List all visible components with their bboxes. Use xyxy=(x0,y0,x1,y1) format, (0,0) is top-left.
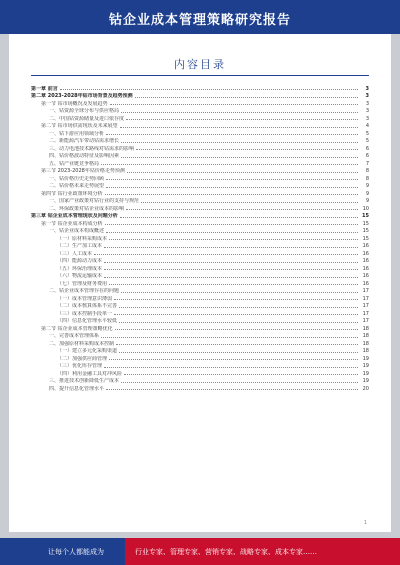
toc-leader-dots xyxy=(104,367,358,368)
toc-entry[interactable] xyxy=(31,287,369,295)
toc-leader-dots xyxy=(106,389,358,390)
toc-entry-page: 20 xyxy=(362,385,369,392)
toc-entry-page: 18 xyxy=(362,340,369,347)
footer-slogan-right: 行业专家、管理专家、营销专家、战略专家、成本专家…… xyxy=(125,538,400,565)
toc-entry-title: 第二节 钴企业成本管理策略优化 xyxy=(41,325,113,332)
toc-entry-title: （五）环保治理成本 xyxy=(57,265,103,272)
toc-entry-title: （四）利用金融工具对冲风险 xyxy=(57,370,123,377)
toc-leader-dots xyxy=(104,269,358,270)
toc-entry-title: （六）物流运输成本 xyxy=(57,273,103,279)
toc-entry[interactable] xyxy=(31,107,369,115)
toc-entry-page: 6 xyxy=(365,145,369,152)
toc-entry-page: 16 xyxy=(362,250,369,257)
toc-entry-page: 15 xyxy=(362,213,369,219)
toc-entry[interactable] xyxy=(31,234,369,242)
toc-leader-dots xyxy=(127,172,358,173)
toc-entry[interactable] xyxy=(31,294,369,302)
toc-leader-dots xyxy=(136,149,358,150)
toc-leader-dots xyxy=(109,359,358,360)
toc-leader-dots xyxy=(110,104,358,105)
toc-entry[interactable] xyxy=(31,317,369,325)
toc-entry-title: （四）能源动力成本 xyxy=(57,258,103,264)
toc-entry-page: 17 xyxy=(362,310,369,317)
toc-entry[interactable] xyxy=(31,257,369,265)
toc-entry-page: 15 xyxy=(362,235,369,242)
toc-entry[interactable] xyxy=(31,369,369,377)
toc-entry[interactable] xyxy=(31,227,369,235)
toc-entry[interactable] xyxy=(31,324,369,332)
toc-entry[interactable] xyxy=(31,152,369,160)
toc-entry-title: 第二节 钴市场供需现状及未来展望 xyxy=(41,123,118,129)
toc-entry-page: 3 xyxy=(365,115,369,122)
toc-leader-dots xyxy=(109,239,358,240)
toc-entry[interactable] xyxy=(31,354,369,362)
toc-entry-page: 17 xyxy=(362,303,369,309)
toc-entry[interactable] xyxy=(31,377,369,385)
toc-entry-title: （一）成本管理意识薄弱 xyxy=(57,295,113,302)
page-number: 1 xyxy=(363,520,367,526)
toc-entry[interactable] xyxy=(31,99,369,107)
toc-entry[interactable] xyxy=(31,159,369,167)
toc-entry-title: 第二章 2023-2028年钴市场背景及趋势预测 xyxy=(31,93,133,99)
toc-leader-dots xyxy=(119,352,358,353)
toc-entry-page: 19 xyxy=(362,363,369,369)
toc-leader-dots xyxy=(121,112,358,113)
toc-entry-page: 15 xyxy=(362,228,369,234)
toc-entry[interactable] xyxy=(31,144,369,152)
toc-entry-title: 一、钴价格历史走势回顾 xyxy=(49,175,105,182)
toc-entry-title: （二）成本核算体系不完善 xyxy=(57,303,118,309)
toc-entry-page: 3 xyxy=(365,100,369,107)
toc-entry-page: 15 xyxy=(362,220,369,227)
toc-entry-page: 6 xyxy=(365,153,369,159)
toc-entry-title: 一、完善成本管理体系 xyxy=(49,333,100,339)
toc-entry-title: 第四节 钴行业政策环境分析 xyxy=(41,190,103,197)
toc-entry-page: 7 xyxy=(365,160,369,167)
toc-entry-title: 四、钴价格波动特征及影响因素 xyxy=(49,153,120,159)
toc-leader-dots xyxy=(109,284,358,285)
toc-entry-title: 第三章 钴企业成本管理现状及问题分析 xyxy=(31,213,118,219)
toc-entry-page: 16 xyxy=(362,280,369,287)
toc-entry-page: 17 xyxy=(362,295,369,302)
toc-entry[interactable] xyxy=(31,122,369,130)
toc-entry-page: 8 xyxy=(365,175,369,182)
toc-entry-title: 四、提升信息化管理水平 xyxy=(49,385,105,392)
toc-entry[interactable] xyxy=(31,189,369,197)
toc-entry[interactable] xyxy=(31,182,369,190)
toc-entry-title: 二、钴价格未来走势展望 xyxy=(49,183,105,189)
toc-list xyxy=(31,84,369,392)
document-page xyxy=(9,34,391,532)
toc-leader-dots xyxy=(106,179,358,180)
toc-leader-dots xyxy=(105,194,358,195)
toc-entry[interactable] xyxy=(31,219,369,227)
footer-slogan-left: 让每个人都能成为 xyxy=(48,547,104,556)
toc-entry-title: （三）人工成本 xyxy=(57,250,93,257)
toc-entry-title: 五、钴产业链竞争格局 xyxy=(49,160,100,167)
toc-entry-page: 9 xyxy=(365,190,369,197)
toc-entry-title: 二、环保政策对钴企业成本的影响 xyxy=(49,205,125,212)
toc-entry[interactable] xyxy=(31,272,369,280)
toc-entry[interactable] xyxy=(31,347,369,355)
toc-leader-dots xyxy=(120,217,358,218)
toc-entry-title: （三）优化库存管理 xyxy=(57,363,103,369)
toc-leader-dots xyxy=(105,224,358,225)
toc-entry-page: 8 xyxy=(365,168,369,174)
toc-leader-dots xyxy=(126,209,358,210)
toc-entry-page: 10 xyxy=(362,205,369,212)
toc-leader-dots xyxy=(124,374,358,375)
footer-band xyxy=(0,538,400,565)
toc-leader-dots xyxy=(104,262,358,263)
toc-entry-title: （一）原材料采购成本 xyxy=(57,235,108,242)
heading-divider xyxy=(31,75,369,76)
toc-entry-title: 第三节 2023-2028年钴价格走势预测 xyxy=(41,168,125,174)
toc-leader-dots xyxy=(115,329,358,330)
toc-entry[interactable] xyxy=(31,332,369,340)
toc-leader-dots xyxy=(135,97,358,98)
toc-leader-dots xyxy=(114,299,358,300)
toc-entry-page: 19 xyxy=(362,378,369,384)
toc-leader-dots xyxy=(104,277,358,278)
toc-entry-page: 19 xyxy=(362,355,369,362)
toc-entry[interactable] xyxy=(31,309,369,317)
toc-entry[interactable] xyxy=(31,204,369,212)
toc-entry-page: 19 xyxy=(362,370,369,377)
toc-entry-page: 16 xyxy=(362,265,369,272)
toc-entry[interactable] xyxy=(31,114,369,122)
toc-entry[interactable] xyxy=(31,197,369,205)
toc-entry-page: 3 xyxy=(365,93,369,99)
toc-entry-title: 二、钴企业成本管理存在的问题 xyxy=(49,288,120,294)
toc-entry[interactable] xyxy=(31,339,369,347)
toc-entry-page: 5 xyxy=(365,130,369,137)
toc-entry-title: 一、钴下游应用领域分析 xyxy=(49,130,105,137)
toc-entry-title: （四）信息化管理水平较低 xyxy=(57,318,118,324)
toc-entry-title: 一、钴企业成本构成概述 xyxy=(49,228,105,234)
toc-entry-page: 17 xyxy=(362,318,369,324)
toc-entry[interactable] xyxy=(31,384,369,392)
toc-entry-title: （一）建立多元化采购渠道 xyxy=(57,348,118,354)
toc-entry-page: 5 xyxy=(365,138,369,144)
toc-entry-title: 三、动力电池技术路线对钴需求的影响 xyxy=(49,145,135,152)
toc-entry[interactable] xyxy=(31,84,369,92)
toc-leader-dots xyxy=(126,119,358,120)
toc-entry[interactable] xyxy=(31,242,369,250)
toc-leader-dots xyxy=(121,292,358,293)
toc-entry-page: 17 xyxy=(362,288,369,294)
toc-entry-title: 一、钴资源全球分布与供应格局 xyxy=(49,108,120,114)
toc-entry-title: 三、推进技术创新降低生产成本 xyxy=(49,378,120,384)
toc-entry-title: （二）加强供应商管理 xyxy=(57,355,108,362)
toc-entry-title: 第一章 前言 xyxy=(31,85,58,92)
toc-entry-page: 9 xyxy=(365,198,369,204)
toc-entry[interactable] xyxy=(31,174,369,182)
toc-entry-page: 4 xyxy=(365,123,369,129)
toc-leader-dots xyxy=(106,232,358,233)
toc-heading: 内容目录 xyxy=(174,58,226,71)
toc-entry[interactable] xyxy=(31,279,369,287)
toc-leader-dots xyxy=(101,164,358,165)
toc-entry-title: （三）成本控制手段单一 xyxy=(57,310,113,317)
toc-leader-dots xyxy=(116,344,358,345)
toc-leader-dots xyxy=(106,187,358,188)
toc-entry-page: 16 xyxy=(362,243,369,249)
toc-entry[interactable] xyxy=(31,302,369,310)
toc-entry-title: 二、新能源汽车带动钴需求增长 xyxy=(49,138,120,144)
toc-entry-page: 16 xyxy=(362,258,369,264)
toc-entry-title: （七）管理及财务费用 xyxy=(57,280,108,287)
toc-entry[interactable] xyxy=(31,137,369,145)
toc-entry-page: 18 xyxy=(362,325,369,332)
toc-leader-dots xyxy=(141,202,358,203)
toc-entry-title: 第一节 钴市场概况及发展趋势 xyxy=(41,100,108,107)
toc-leader-dots xyxy=(119,307,358,308)
toc-entry-title: 二、加强原材料采购成本控制 xyxy=(49,340,115,347)
toc-leader-dots xyxy=(121,157,358,158)
toc-entry[interactable] xyxy=(31,249,369,257)
toc-entry[interactable] xyxy=(31,264,369,272)
toc-entry-page: 9 xyxy=(365,183,369,189)
toc-entry[interactable] xyxy=(31,167,369,175)
toc-entry-title: 二、中国钴资源储量及进口依存度 xyxy=(49,115,125,122)
toc-entry-page: 16 xyxy=(362,273,369,279)
toc-entry[interactable] xyxy=(31,129,369,137)
toc-entry[interactable] xyxy=(31,362,369,370)
toc-leader-dots xyxy=(94,254,358,255)
toc-entry-page: 3 xyxy=(365,108,369,114)
toc-entry-title: 第一节 钴企业成本构成分析 xyxy=(41,220,103,227)
toc-leader-dots xyxy=(60,89,358,90)
toc-entry-page: 3 xyxy=(365,85,369,92)
toc-leader-dots xyxy=(121,142,358,143)
toc-leader-dots xyxy=(101,337,358,338)
toc-leader-dots xyxy=(119,322,358,323)
toc-entry-page: 18 xyxy=(362,333,369,339)
toc-leader-dots xyxy=(114,314,358,315)
toc-entry-page: 18 xyxy=(362,348,369,354)
toc-entry-title: 一、国家产业政策对钴行业的支持与规范 xyxy=(49,198,140,204)
document-title: 钴企业成本管理策略研究报告 xyxy=(108,13,291,28)
toc-leader-dots xyxy=(106,134,358,135)
toc-entry[interactable] xyxy=(31,92,369,100)
toc-leader-dots xyxy=(104,247,358,248)
toc-leader-dots xyxy=(120,127,358,128)
toc-entry[interactable] xyxy=(31,212,369,220)
toc-entry-title: （二）生产加工成本 xyxy=(57,243,103,249)
toc-leader-dots xyxy=(121,382,358,383)
